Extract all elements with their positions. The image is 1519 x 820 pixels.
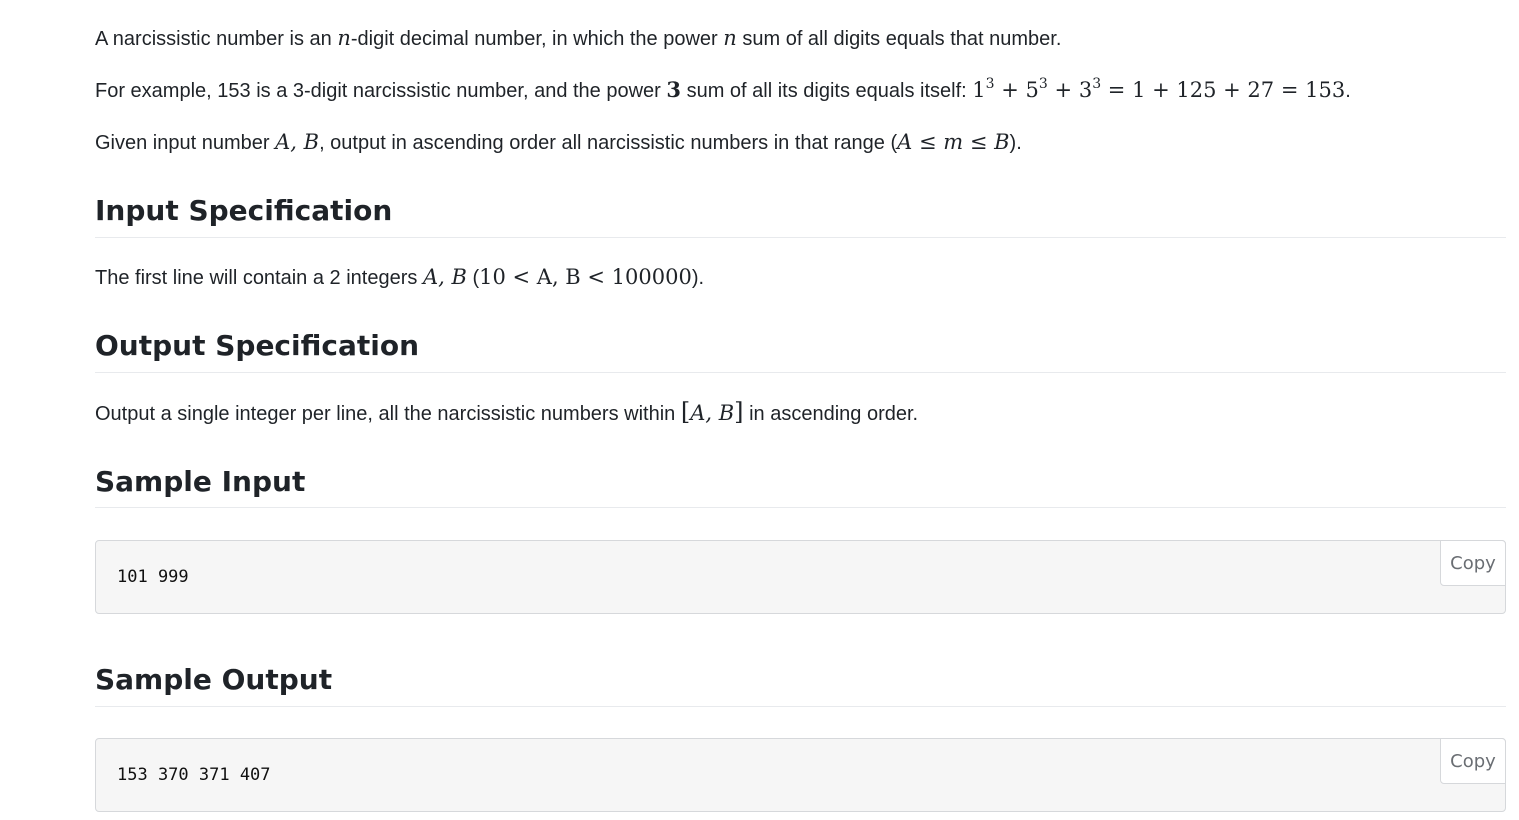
- sample-output-heading: Sample Output: [95, 663, 333, 696]
- sample-input-heading: Sample Input: [95, 465, 306, 498]
- intro-paragraph-task: Given input number A, B, output in ascending order all narcissistic numbers in that range (A ≤ m ≤ B).: [95, 130, 1022, 154]
- input-spec-heading: Input Specification: [95, 194, 393, 227]
- math-power: 3: [666, 77, 682, 102]
- sample-output-code[interactable]: 153 370 371 407: [117, 765, 271, 785]
- divider: [95, 237, 1506, 238]
- math-example-equation: $1^3 + 5^3 + 3^3 = 1 + 125 + 27 = 153$: [972, 76, 1346, 102]
- sample-output-code-block[interactable]: [95, 738, 1506, 812]
- divider: [95, 507, 1506, 508]
- math-vars: A, B: [422, 265, 467, 289]
- divider: [95, 372, 1506, 373]
- math-vars: A, B: [275, 130, 320, 154]
- copy-sample-input-button[interactable]: Copy: [1440, 540, 1506, 586]
- sample-input-code-block[interactable]: [95, 540, 1506, 614]
- input-spec-text: The first line will contain a 2 integers A, B (10 < A, B < 100000).: [95, 265, 705, 289]
- copy-sample-output-button[interactable]: Copy: [1440, 738, 1506, 784]
- output-spec-heading: Output Specification: [95, 329, 420, 362]
- sample-input-code[interactable]: 101 999: [117, 567, 189, 587]
- output-spec-text: Output a single integer per line, all the narcissistic numbers within [A, B] in ascending order.: [95, 398, 919, 426]
- intro-paragraph-example: For example, 153 is a 3-digit narcissistic number, and the power 3 sum of all its digits equals itself: $1^3 + 5^3 + 3^3 = 1 + 125 + 27 = 153$.: [95, 76, 1351, 102]
- math-n: n: [723, 26, 737, 50]
- intro-paragraph-definition: A narcissistic number is an n-digit decimal number, in which the power n sum of all digits equals that number.: [95, 26, 1062, 50]
- math-constraint: 10 < A, B < 100000: [479, 265, 692, 289]
- math-range: A ≤ m ≤ B: [897, 130, 1010, 154]
- math-interval: [A, B]: [680, 398, 744, 426]
- math-n: n: [337, 26, 351, 50]
- divider: [95, 706, 1506, 707]
